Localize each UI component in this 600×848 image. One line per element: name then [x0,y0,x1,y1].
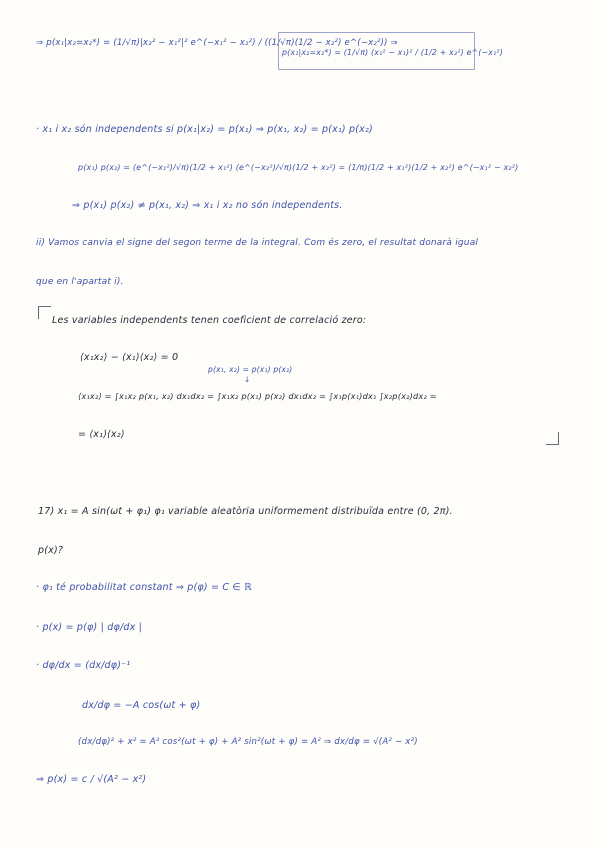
product-equation-text: p(x₁) p(x₂) = (e^(−x₁²)/√π)(1/2 + x₁²) (e^(−x₂²)/√π)(1/2 + x₂²) = (1/π)(1/2 + x₁²)(1/2 + x₂²) e^(−x₁² − x₂²) [78,163,519,172]
boxed-equation [282,48,503,57]
not-independent-text: ⇒ p(x₁) p(x₂) ≠ p(x₁, x₂) ⇒ x₁ i x₂ no són independents. [72,200,343,211]
constant-probability [36,582,252,593]
pythagorean-identity [78,737,418,747]
block-bracket-bottom-right [546,432,559,445]
derivative-inverse [36,660,130,671]
boxed-equation-text: p(x₁|x₂=x₂*) = (1/√π) (x₁² − x₁)² / (1/2 + x₂²) e^(−x₁²) [282,48,503,57]
expectation-result-text: = ⟨x₁⟩⟨x₂⟩ [78,429,125,440]
problem-17-statement [38,506,453,517]
expectation-result [78,429,125,440]
final-result-text: ⇒ p(x) = c / √(A² − x²) [36,774,147,785]
derivative-cos [82,700,200,711]
independence-condition-text: · x₁ i x₂ són independents si p(x₁|x₂) = p(x₁) ⇒ p(x₁, x₂) = p(x₁) p(x₂) [36,124,373,135]
final-result [36,774,146,785]
covariance-equation-text: ⟨x₁x₂⟩ − ⟨x₁⟩⟨x₂⟩ = 0 [80,352,179,363]
change-of-variable-text: · p(x) = p(φ) | dφ/dx | [36,622,143,633]
part-ii-line-2 [36,277,124,287]
factorization-note-text: p(x₁, x₂) = p(x₁) p(x₂) [208,365,293,374]
change-of-variable [36,622,142,633]
part-ii-line-1 [36,238,478,248]
derivative-cos-text: dx/dφ = −A cos(ωt + φ) [82,700,201,711]
question-px [38,545,63,556]
correlation-statement [52,315,366,326]
product-equation [78,163,518,172]
independence-condition [36,124,373,135]
down-arrow: ↓ [244,375,251,384]
expectation-chain-text: ⟨x₁x₂⟩ = ∫x₁x₂ p(x₁, x₂) dx₁dx₂ = ∫x₁x₂ p(x₁) p(x₂) dx₁dx₂ = ∫x₁p(x₁)dx₁ ∫x₂p(x₂)dx₂ = [78,391,437,401]
not-independent-line [72,200,343,211]
problem-17-text: 17) x₁ = A sin(ωt + φ₁) φ₁ variable aleatòria uniformement distribuïda entre (0, 2π). [38,506,453,517]
question-px-text: p(x)? [38,545,64,556]
factorization-note [208,365,292,374]
covariance-equation [80,352,178,363]
correlation-statement-text: Les variables independents tenen coeficient de correlació zero: [52,315,367,326]
pythagorean-identity-text: (dx/dφ)² + x² = A² cos²(ωt + φ) + A² sin²(ωt + φ) = A² ⇒ dx/dφ = √(A² − x²) [78,737,418,747]
block-bracket-top-left [38,306,51,319]
expectation-chain [78,391,437,401]
constant-probability-text: · φ₁ té probabilitat constant ⇒ p(φ) = C ∈ ℝ [36,582,252,593]
part-ii-text-2: que en l'apartat i). [36,277,124,287]
equation-text: ⇒ p(x₁|x₂=x₂*) = (1/√π)|x₂² − x₁²|² e^(−x₁² − x₂²) / ((1/√π)(1/2 − x₂²) e^(−x₂²)) ⇒ [36,38,398,48]
derivative-inverse-text: · dφ/dx = (dx/dφ)⁻¹ [36,660,131,671]
part-ii-text-1: ii) Vamos canvia el signe del segon terme de la integral. Com és zero, el resultat donarà igual [36,238,479,248]
